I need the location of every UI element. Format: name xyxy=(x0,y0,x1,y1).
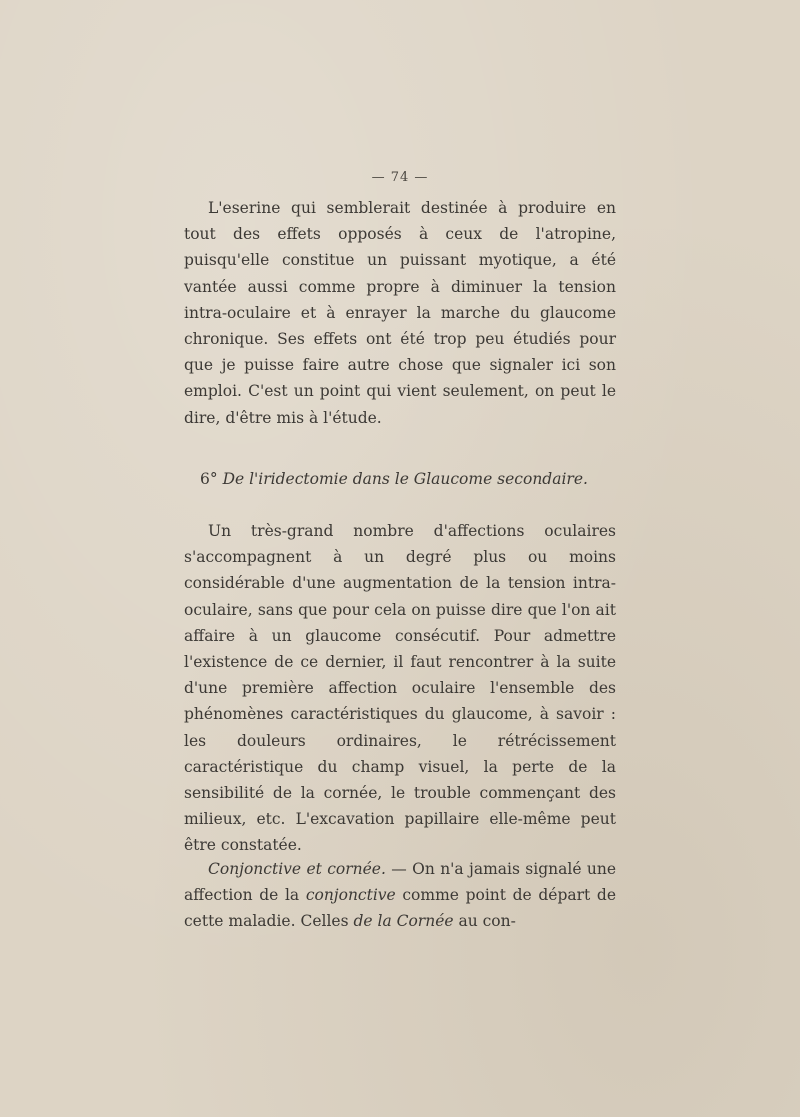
paragraph-text: L'eserine qui semblerait destinée à produire en tout des effets opposés à ceux de l'atropine, puisqu'elle constitue un puissant myotique, a été vantée aussi comme propre à diminuer la tension intra-oculaire et à enrayer la marche du glaucome chronique. Ses effets ont été trop peu étudiés pour que je puisse faire autre chose que signaler ici son emploi. C'est un point qui vient seulement, on peut le dire, d'être mis à l'étude. xyxy=(184,199,616,427)
paragraph-glaucome-secondaire xyxy=(184,518,616,859)
section-heading xyxy=(200,470,620,488)
paragraph-conjonctive xyxy=(184,856,616,935)
paragraph-text xyxy=(184,856,616,935)
text-run: — On n'a jamais signalé une affection de la xyxy=(184,860,616,905)
page-number: — 74 — xyxy=(371,170,429,185)
section-number: 6° xyxy=(200,470,218,488)
italic-term: conjonctive xyxy=(305,886,396,905)
italic-term: de la Cornée xyxy=(353,912,454,931)
paragraph-text: Un très-grand nombre d'affections oculaires s'accompagnent à un degré plus ou moins considérable d'une augmentation de la tension intra-oculaire, sans que pour cela on puisse dire que l'on ait affaire à un glaucome consécutif. Pour admettre l'existence de ce dernier, il faut rencontrer à la suite d'une première affection oculaire l'ensemble des phénomènes caractéristiques du glaucome, à savoir : les douleurs ordinaires, le rétrécissement caractéristique du champ visuel, la perte de la sensibilité de la cornée, le trouble commençant des milieux, etc. L'excavation papillaire elle-même peut être constatée. xyxy=(184,522,616,855)
subheading-conjonctive-cornee: Conjonctive et cornée. xyxy=(208,860,386,878)
paragraph-eserine xyxy=(184,195,616,431)
section-title: De l'iridectomie dans le Glaucome secondaire. xyxy=(222,470,588,488)
text-run: au con- xyxy=(453,912,516,931)
text-run: comme point de départ de cette maladie. Celles xyxy=(184,886,616,931)
